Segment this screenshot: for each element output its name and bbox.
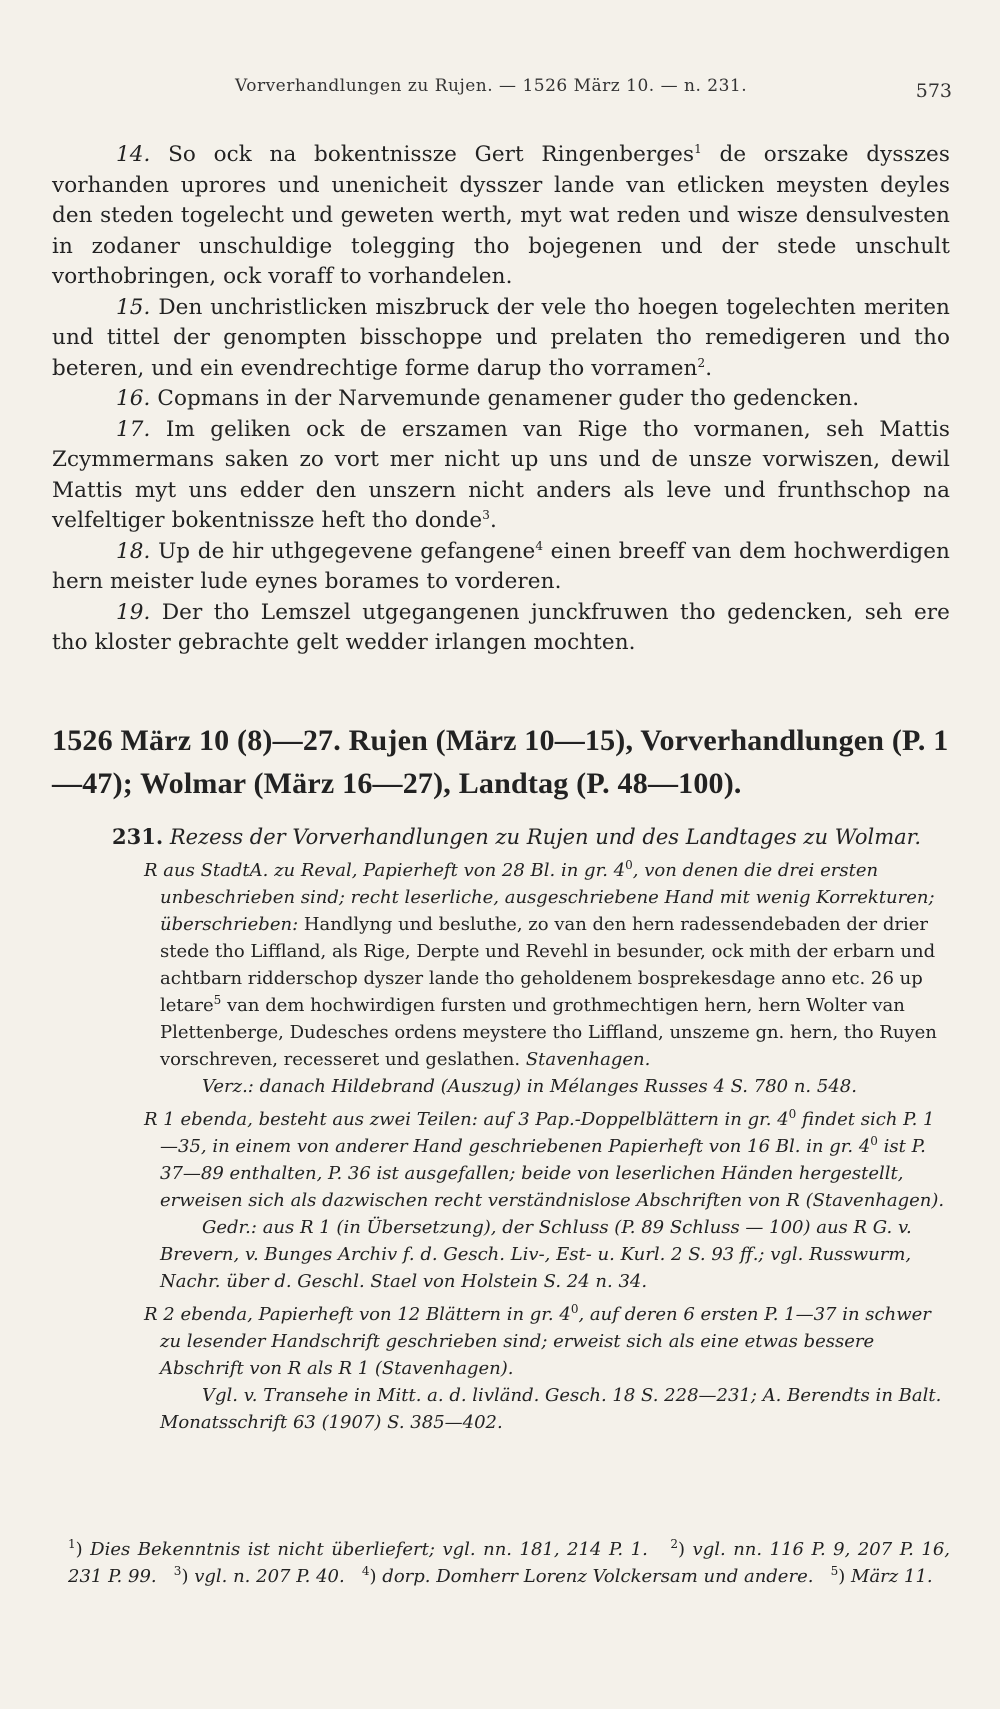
source-sigil: R (144, 859, 158, 881)
entry-heading (52, 823, 950, 851)
entry-title: Rezess der Vorverhandlungen zu Rujen und des Landtages zu Wolmar. (169, 824, 922, 849)
source-vgl: Vgl. v. Transehe in Mitt. a. d. livländ. Gesch. 18 S. 228—231; A. Berendts in Balt. Monatsschrift 63 (1907) S. 385—402. (160, 1384, 942, 1433)
footnote-3: $^3$) vgl. n. 207 P. 40. (173, 1564, 345, 1587)
page-header (52, 72, 952, 108)
source-gedr: Gedr.: aus R 1 (in Übersetzung), der Schluss (P. 89 Schluss — 100) aus R G. v. Brevern, v. Bunges Archiv f. d. Gesch. Liv-, Est- u. Kurl. 2 S. 93 ff.; vgl. Russwurm, Nachr. über d. Geschl. Stael von Holstein S. 24 n. 34. (160, 1216, 912, 1292)
footnote-5: $^5$) März 11. (830, 1564, 933, 1587)
source-verz: Verz.: danach Hildebrand (Auszug) in Mélanges Russes 4 S. 780 n. 548. (202, 1075, 857, 1097)
footnotes (68, 1536, 950, 1590)
section-title: 1526 März 10 (8)—27. Rujen (März 10—15), Vorverhandlungen (P. 1—47); Wolmar (März 16—27), Landtag (P. 48—100). (52, 723, 949, 800)
paragraph-15: 15. Den unchristlicken miszbruck der vele tho hoegen togelechten meriten und tittel der genompten bisschoppe und prelaten tho remedigeren und tho beteren, und ein evendrechtige forme darup tho vorramen$^2$. (52, 294, 950, 381)
source-sigil: R 1 (144, 1108, 175, 1130)
footnote-2: $^2$) vgl. nn. 116 P. 9, 207 P. 16, 231 P. 99. (68, 1537, 951, 1587)
source-sigil: R 2 (144, 1303, 175, 1325)
page-number: 573 (915, 80, 952, 102)
paragraph-17: 17. Im geliken ock de erszamen van Rige tho vormanen, seh Mattis Zcymmermans saken zo vort mer nicht up uns und de unsze vorwiszen, dewil Mattis myt uns edder den unszern nicht anders als leve und frunthschop na velfeltiger bokentnissze heft tho donde$^3$. (52, 416, 950, 533)
source-r: R aus StadtA. zu Reval, Papierheft von 28 Bl. in gr. $4^0$, von denen die drei ersten unbeschrieben sind; recht leserliche, ausgeschriebene Hand mit wenig Korrekturen; überschrieben: Handlyng und besluthe, zo van den hern radessendebaden der drier stede tho Liffland, als Rige, Derpte und Revehl in besunder, ock mith der erbarn und achtbarn ridderschop dyszer lande tho geholdenem bosprekesdage anno etc. 26 up letare$^5$ van dem hochwirdigen fursten und grothmechtigen hern, hern Wolter van Plettenberge, Dudesches ordens meystere tho Liffland, unszeme gn. hern, tho Ruyen vorschreven, recesseret und geslathen. Stavenhagen. Verz.: danach Hildebrand (Auszug) in Mélanges Russes 4 S. 780 n. 548. (52, 857, 950, 1100)
page-body (52, 140, 950, 1436)
paragraph-19: 19. Der tho Lemszel utgegangenen junckfruwen tho gedencken, seh ere tho kloster gebrachte gelt wedder irlangen mochten. (52, 599, 950, 655)
source-r1: R 1 ebenda, besteht aus zwei Teilen: auf 3 Pap.-Doppelblättern in gr. $4^0$ findet sich P. 1—35, in einem von anderer Hand geschriebenen Papierheft von 16 Bl. in gr. $4^0$ ist P. 37—89 enthalten, P. 36 ist ausgefallen; beide von leserlichen Händen hergestellt, erweisen sich als dazwischen recht verständnislose Abschriften von R (Stavenhagen). Gedr.: aus R 1 (in Übersetzung), der Schluss (P. 89 Schluss — 100) aus R G. v. Brevern, v. Bunges Archiv f. d. Gesch. Liv-, Est- u. Kurl. 2 S. 93 ff.; vgl. Russwurm, Nachr. über d. Geschl. Stael von Holstein S. 24 n. 34. (52, 1106, 950, 1295)
running-title: Vorverhandlungen zu Rujen. — 1526 März 10. — n. 231. (235, 76, 748, 96)
source-r2: R 2 ebenda, Papierheft von 12 Blättern in gr. $4^0$, auf deren 6 ersten P. 1—37 in schwer zu lesender Handschrift geschrieben sind; erweist sich als eine etwas bessere Abschrift von R als R 1 (Stavenhagen). Vgl. v. Transehe in Mitt. a. d. livländ. Gesch. 18 S. 228—231; A. Berendts in Balt. Monatsschrift 63 (1907) S. 385—402. (52, 1301, 950, 1436)
paragraph-16: 16. Copmans in der Narvemunde genamener guder tho gedencken. (116, 386, 860, 411)
footnote-1: $^1$) Dies Bekenntnis ist nicht überliefert; vgl. nn. 181, 214 P. 1. (68, 1537, 648, 1560)
paragraph-14: 14. So ock na bokentnissze Gert Ringenberges$^1$ de orszake dysszes vorhanden uprores und unenicheit dysszer lande van etlicken meysten deyles den steden togelecht und geweten werth, myt wat reden und wisze densulvesten in zodaner unschuldige tolegging tho bojegenen und der stede unschult vorthobringen, ock voraff to vorhandelen. (52, 141, 950, 289)
entry-number: 231. (112, 823, 164, 849)
paragraph-18: 18. Up de hir uthgegevene gefangene$^4$ einen breeff van dem hochwerdigen hern meister lude eynes borames to vorderen. (52, 538, 951, 594)
footnote-4: $^4$) dorp. Domherr Lorenz Volckersam und andere. (361, 1564, 814, 1587)
